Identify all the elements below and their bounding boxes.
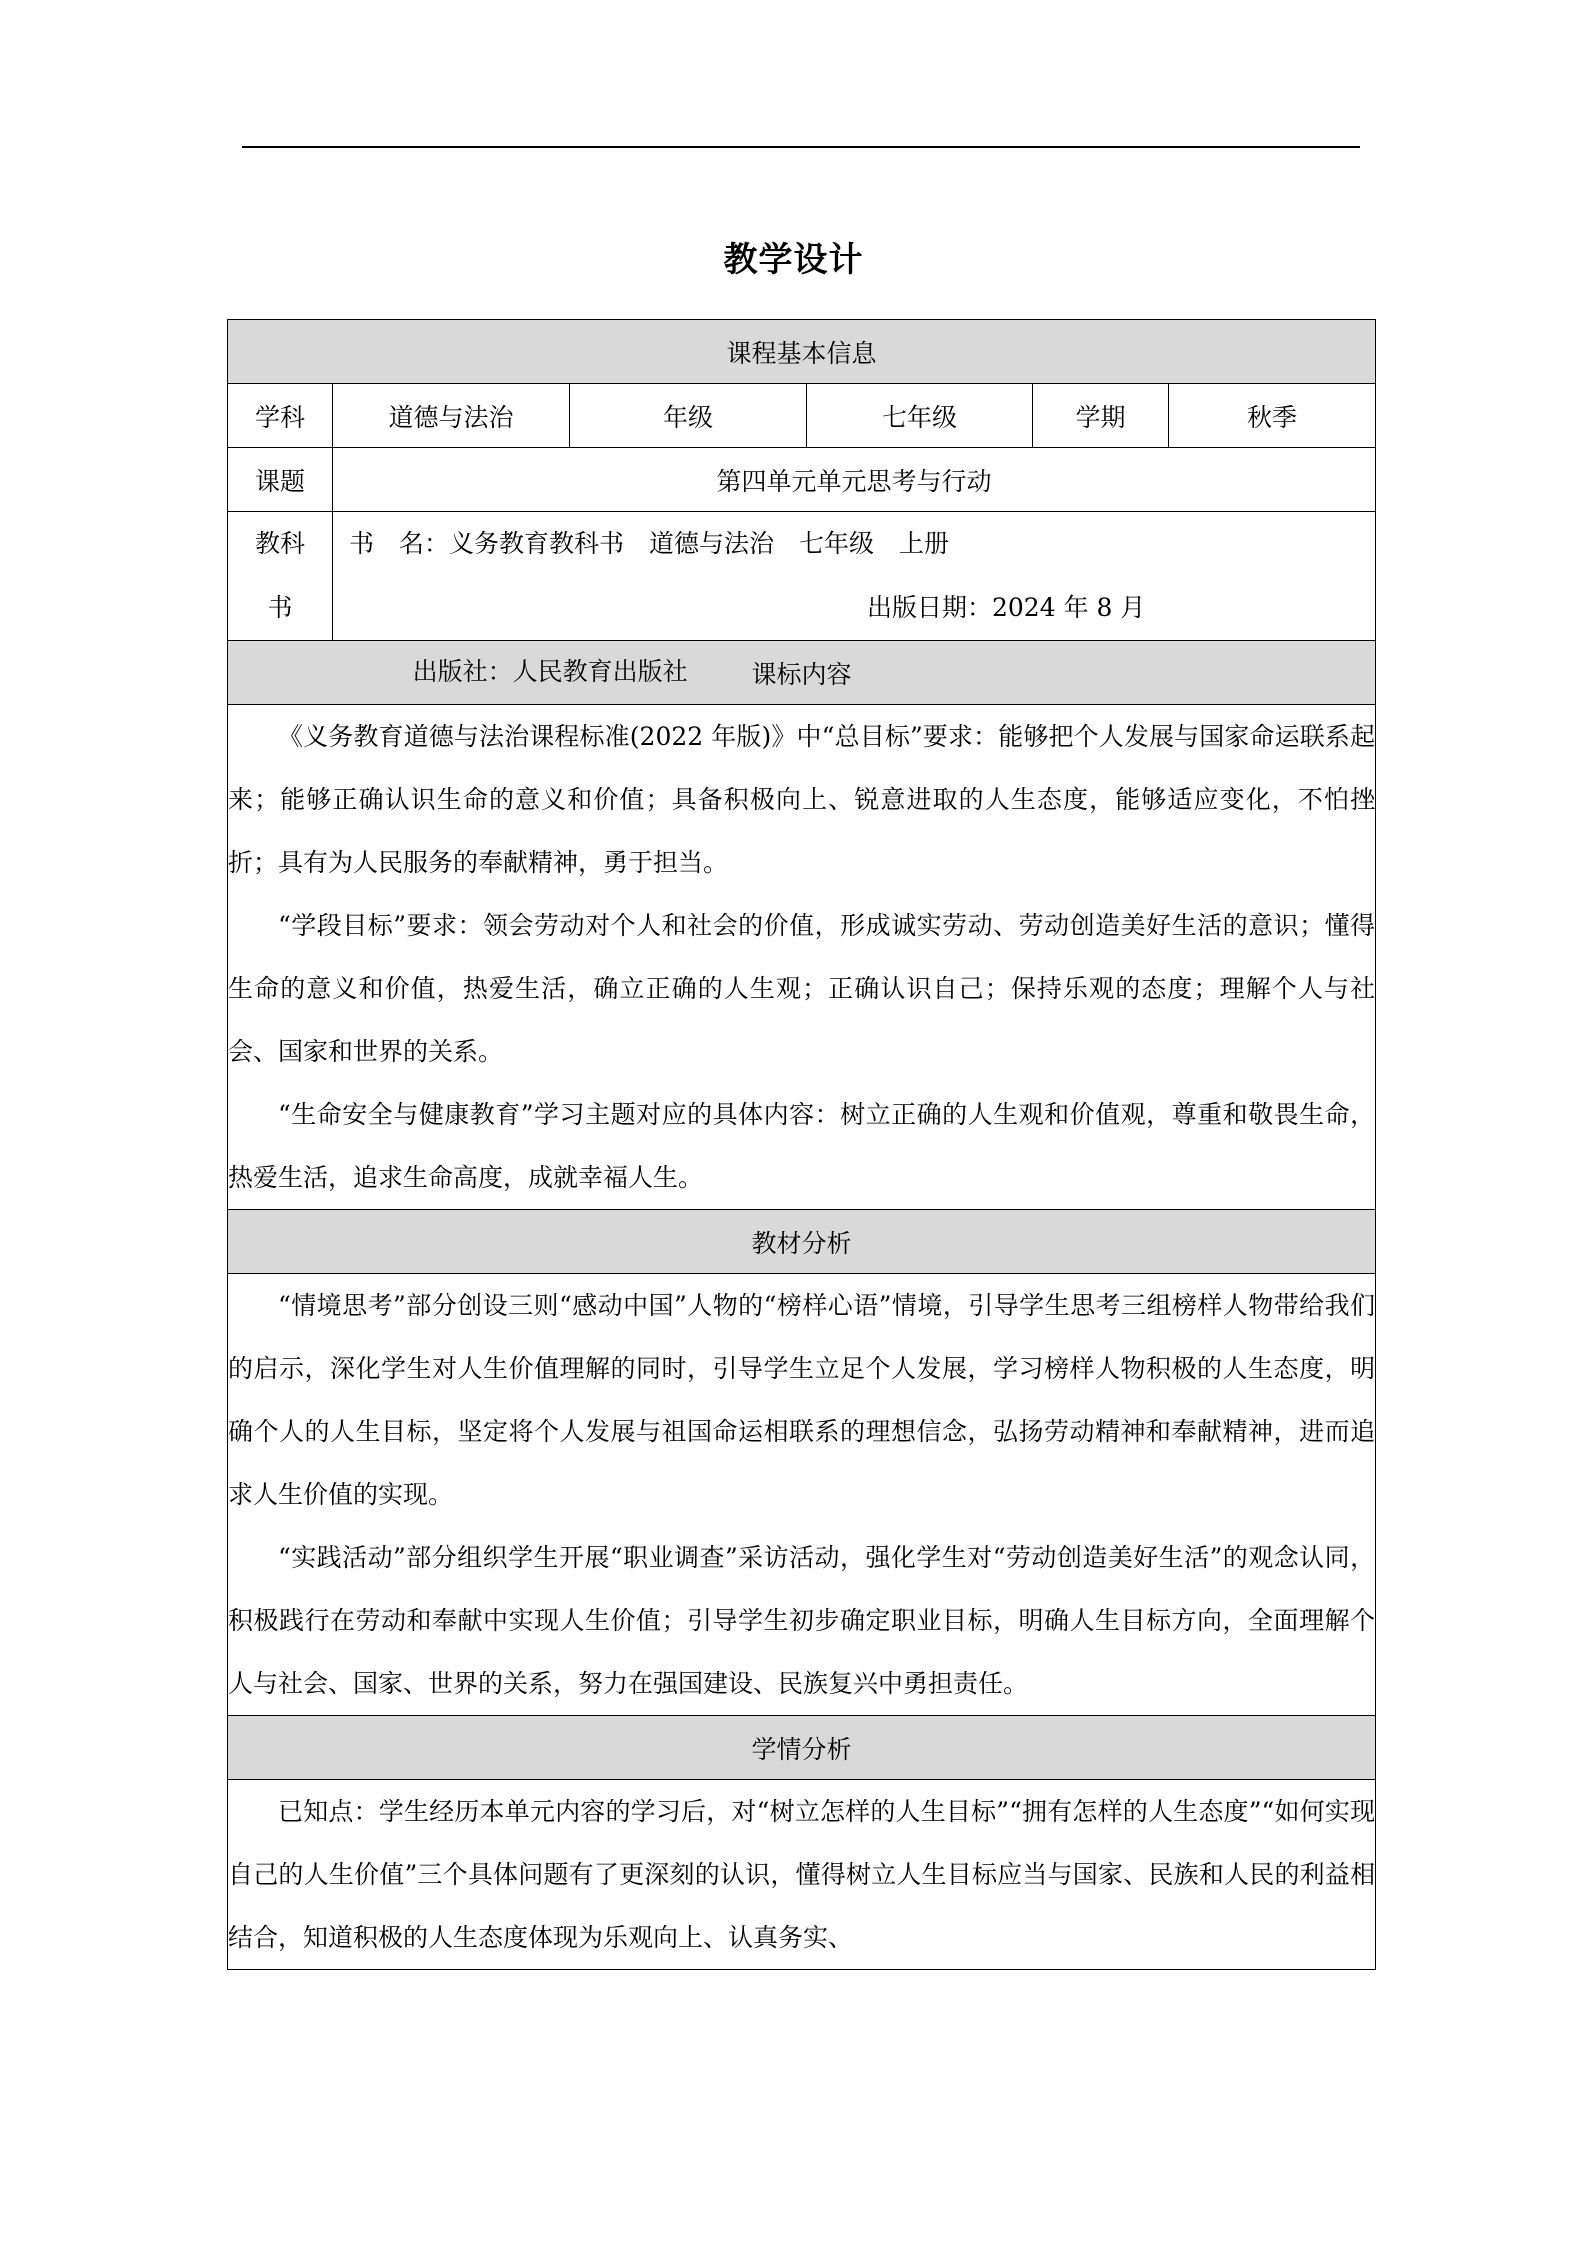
curriculum-paragraph-2: “学段目标”要求：领会劳动对个人和社会的价值，形成诚实劳动、劳动创造美好生活的意识；懂得生命的意义和价值，热爱生活，确立正确的人生观；正确认识自己；保持乐观的态度；理解个人与社会、国家和世界的关系。 bbox=[228, 911, 1376, 1066]
publisher: 出版社：人民教育出版社 bbox=[412, 657, 688, 686]
curriculum-paragraph-1: 《义务教育道德与法治课程标准(2022 年版)》中“总目标”要求：能够把个人发展与国家命运联系起来；能够正确认识生命的意义和价值；具备积极向上、锐意进取的人生态度，能够适应变化，不怕挫折；具有为人民服务的奉献精神，勇于担当。 bbox=[228, 722, 1376, 877]
grade-label: 年级 bbox=[570, 384, 807, 448]
textbook-paragraph-2: “实践活动”部分组织学生开展“职业调查”采访活动，强化学生对“劳动创造美好生活”的观念认同，积极践行在劳动和奉献中实现人生价值；引导学生初步确定职业目标，明确人生目标方向，全面理解个人与社会、国家、世界的关系，努力在强国建设、民族复兴中勇担责任。 bbox=[228, 1543, 1376, 1698]
textbook-label-line2: 书 bbox=[267, 593, 293, 622]
subject-label: 学科 bbox=[228, 384, 333, 448]
section-textbook-analysis: 教材分析 bbox=[228, 1210, 1376, 1274]
lesson-design-table bbox=[227, 319, 1376, 1970]
document-title: 教学设计 bbox=[723, 240, 864, 280]
curriculum-content bbox=[228, 705, 1376, 1210]
section-student-analysis: 学情分析 bbox=[228, 1716, 1376, 1780]
student-analysis-content bbox=[228, 1780, 1376, 1970]
topic-value: 第四单元单元思考与行动 bbox=[333, 448, 1376, 512]
subject-value: 道德与法治 bbox=[333, 384, 570, 448]
textbook-label bbox=[228, 512, 333, 641]
book-name: 书 名：义务教育教科书 道德与法治 七年级 上册 bbox=[349, 529, 950, 558]
student-paragraph-1: 已知点：学生经历本单元内容的学习后，对“树立怎样的人生目标”“拥有怎样的人生态度”“如何实现自己的人生价值”三个具体问题有了更深刻的认识，懂得树立人生目标应当与国家、民族和人民的利益相结合，知道积极的人生态度体现为乐观向上、认真务实、 bbox=[228, 1797, 1376, 1952]
textbook-paragraph-1: “情境思考”部分创设三则“感动中国”人物的“榜样心语”情境，引导学生思考三组榜样人物带给我们的启示，深化学生对人生价值理解的同时，引导学生立足个人发展，学习榜样人物积极的人生态度，明确个人的人生目标，坚定将个人发展与祖国命运相联系的理想信念，弘扬劳动精神和奉献精神，进而追求人生价值的实现。 bbox=[228, 1291, 1376, 1509]
textbook-analysis-content bbox=[228, 1274, 1376, 1716]
section-basic-info: 课程基本信息 bbox=[228, 320, 1376, 384]
header-rule bbox=[242, 146, 1360, 148]
publish-date: 出版日期：2024 年 8 月 bbox=[867, 593, 1146, 622]
topic-label: 课题 bbox=[228, 448, 333, 512]
grade-value: 七年级 bbox=[807, 384, 1033, 448]
curriculum-paragraph-3: “生命安全与健康教育”学习主题对应的具体内容：树立正确的人生观和价值观，尊重和敬畏生命，热爱生活，追求生命高度，成就幸福人生。 bbox=[228, 1100, 1376, 1192]
section-curriculum: 课标内容 bbox=[228, 641, 1376, 705]
textbook-label-line1: 教科 bbox=[254, 529, 305, 558]
term-value: 秋季 bbox=[1169, 384, 1376, 448]
term-label: 学期 bbox=[1033, 384, 1169, 448]
